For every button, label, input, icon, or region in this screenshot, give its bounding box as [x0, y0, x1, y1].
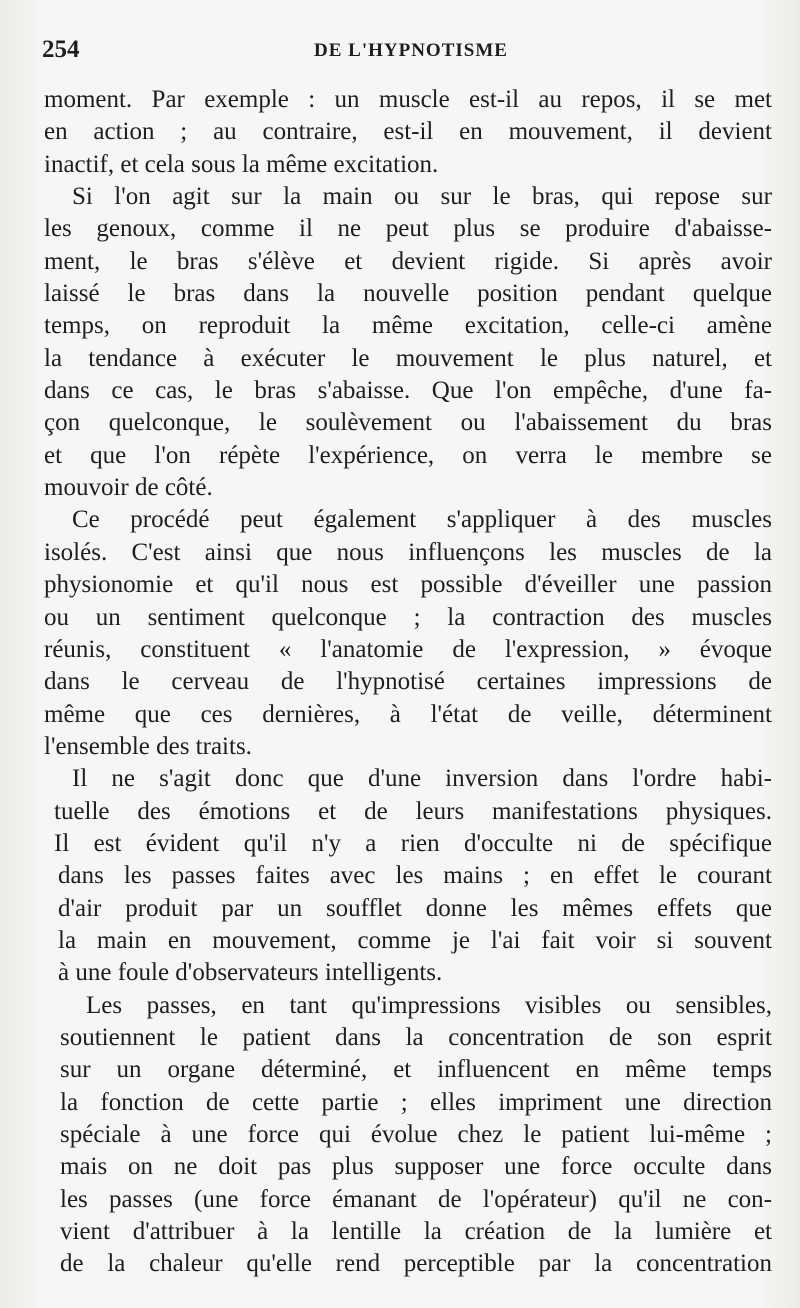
body-text [44, 84, 772, 1281]
paragraph-start-line: Il ne s'agit donc que d'une inversion dans l'ordre habi- [72, 765, 772, 793]
text-line: Il est évident qu'il n'y a rien d'occulte ni de spécifique [54, 829, 772, 857]
paragraph-start-line: Les passes, en tant qu'impressions visibles ou sensibles, [86, 991, 772, 1019]
text-line: inactif, et cela sous la même excitation. [44, 150, 439, 178]
text-line: tuelle des émotions et de leurs manifestations physiques. [54, 797, 772, 825]
text-line: laissé le bras dans la nouvelle position pendant quelque [44, 280, 772, 308]
paragraph-start-line: Si l'on agit sur la main ou sur le bras, qui repose sur [72, 183, 772, 211]
text-line: l'ensemble des traits. [44, 732, 252, 760]
text-line: spéciale à une force qui évolue chez le patient lui-même ; [60, 1121, 772, 1148]
text-line: mouvoir de côté. [44, 474, 213, 502]
text-line: dans ce cas, le bras s'abaisse. Que l'on empêche, d'une fa- [44, 377, 772, 405]
text-line: la fonction de cette partie ; elles impriment une direction [60, 1088, 772, 1116]
text-line: çon quelconque, le soulèvement ou l'abaissement du bras [44, 409, 772, 437]
text-line: ou un sentiment quelconque ; la contraction des muscles [44, 603, 772, 631]
text-line: même que ces dernières, à l'état de veille, déterminent [44, 700, 772, 728]
text-line: dans le cerveau de l'hypnotisé certaines impressions de [44, 668, 772, 696]
text-line: mais on ne doit pas plus supposer une force occulte dans [60, 1153, 772, 1181]
text-line: ment, le bras s'élève et devient rigide. Si après avoir [44, 247, 772, 275]
page-number: 254 [42, 36, 80, 63]
text-line: sur un organe déterminé, et influencent en même temps [60, 1056, 772, 1084]
text-line: et que l'on répète l'expérience, on verra le membre se [44, 441, 772, 469]
text-line: soutiennent le patient dans la concentration de son esprit [60, 1023, 772, 1051]
text-line: les genoux, comme il ne peut plus se produire d'abaisse- [44, 215, 772, 243]
text-line: isolés. C'est ainsi que nous influençons les muscles de la [44, 538, 772, 566]
text-line: la main en mouvement, comme je l'ai fait voir si souvent [58, 926, 772, 954]
text-line: moment. Par exemple : un muscle est-il au repos, il se met [44, 86, 772, 113]
paragraph-start-line: Ce procédé peut également s'appliquer à des muscles [72, 506, 772, 534]
text-line: vient d'attribuer à la lentille la création de la lumière et [60, 1218, 772, 1246]
text-line: dans les passes faites avec les mains ; en effet le courant [58, 862, 772, 890]
text-line: à une foule d'observateurs intelligents. [58, 959, 443, 987]
text-line: temps, on reproduit la même excitation, celle-ci amène [44, 312, 772, 340]
text-line: de la chaleur qu'elle rend perceptible par la concentration [60, 1250, 772, 1278]
text-line: la tendance à exécuter le mouvement le plus naturel, et [44, 344, 772, 372]
text-line: réunis, constituent « l'anatomie de l'expression, » évoque [44, 635, 772, 663]
text-line: en action ; au contraire, est-il en mouvement, il devient [44, 118, 772, 146]
running-title: DE L'HYPNOTISME [314, 40, 508, 61]
text-line: physionomie et qu'il nous est possible d'éveiller une passion [44, 571, 772, 599]
text-line: d'air produit par un soufflet donne les mêmes effets que [58, 894, 772, 922]
page-header [42, 36, 772, 66]
text-line: les passes (une force émanant de l'opérateur) qu'il ne con- [60, 1185, 772, 1213]
